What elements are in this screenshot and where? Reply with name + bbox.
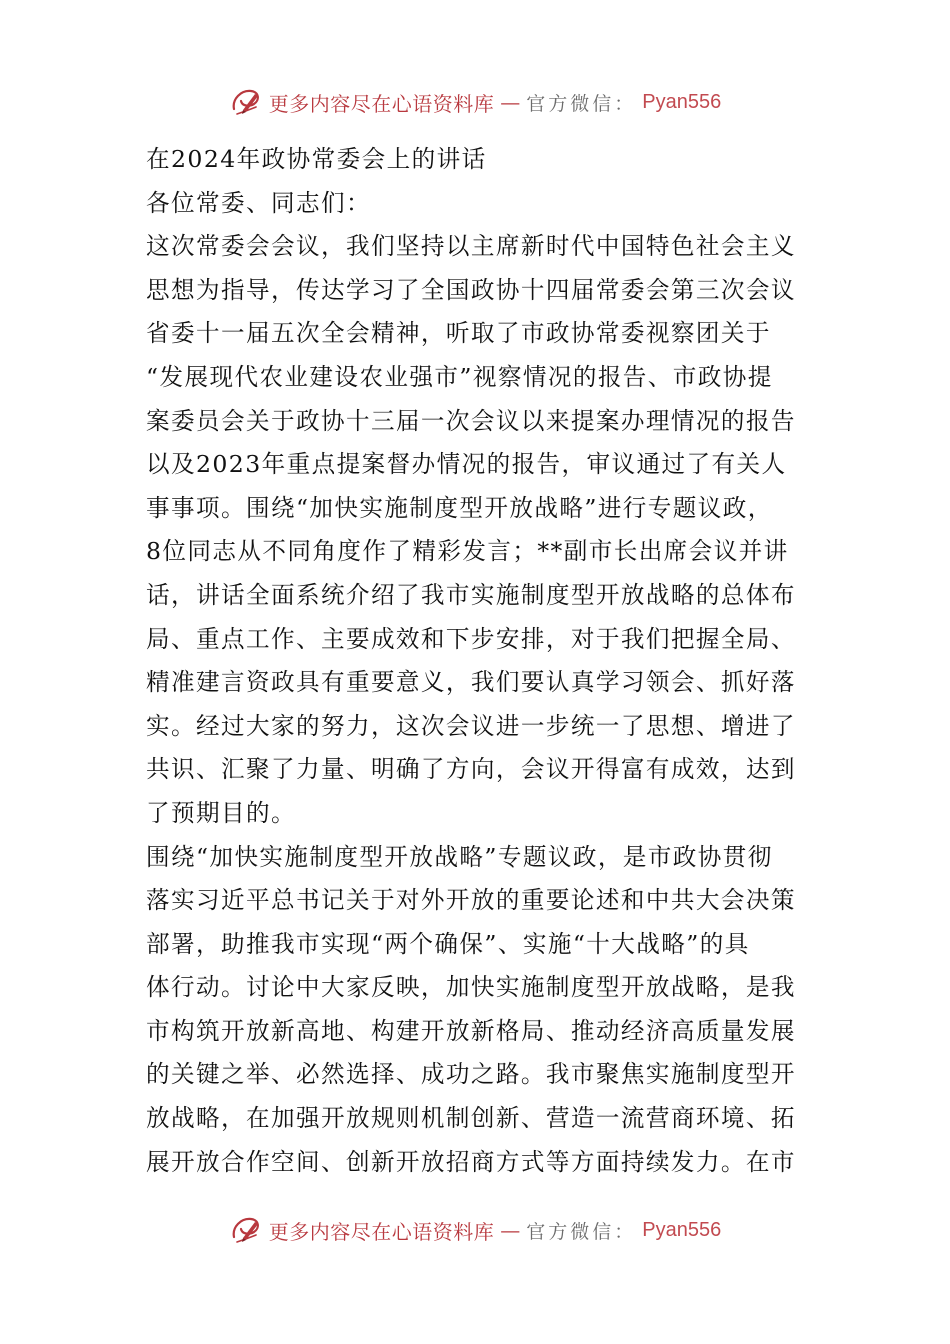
text-line: 市构筑开放新高地、构建开放新格局、推动经济高质量发展 [146,1016,796,1045]
text-line: 8位同志从不同角度作了精彩发言；**副市长出席会议并讲 [146,537,789,566]
text-line: 的关键之举、必然选择、成功之路。我市聚焦实施制度型开 [146,1060,796,1089]
text-line: 案委员会关于政协十三届一次会议以来提案办理情况的报告 [146,406,796,435]
text-line: 思想为指导，传达学习了全国政协十四届常委会第三次会议 [146,275,796,304]
text-line: 展开放合作空间、创新开放招商方式等方面持续发力。在市 [146,1147,796,1176]
text-line: 实。经过大家的努力，这次会议进一步统一了思想、增进了 [146,711,796,740]
salutation: 各位常委、同志们： [146,188,371,217]
text-line: 共识、汇聚了力量、明确了方向，会议开得富有成效，达到 [146,755,796,784]
text-line: 精准建言资政具有重要意义，我们要认真学习领会、抓好落 [146,668,796,697]
text-line: 局、重点工作、主要成效和下步安排，对于我们把握全局、 [146,624,796,653]
header-watermark [0,82,950,122]
text-line: 话，讲话全面系统介绍了我市实施制度型开放战略的总体布 [146,580,796,609]
watermark-brand-text: 更多内容尽在心语资料库 [268,1219,495,1244]
text-line: 放战略，在加强开放规则机制创新、营造一流营商环境、拓 [146,1104,796,1133]
text-line: 了预期目的。 [146,798,296,827]
text-line: 以及2023年重点提案督办情况的报告，审议通过了有关人 [146,450,787,479]
text-line: 部署，助推我市实现“两个确保”、实施“十大战略”的具 [146,929,750,958]
text-line: 体行动。讨论中大家反映，加快实施制度型开放战略，是我 [146,973,796,1002]
text-line: 这次常委会会议，我们坚持以主席新时代中国特色社会主义 [146,232,796,261]
watermark-dash: — [500,90,521,114]
text-line: “发展现代农业建设农业强市”视察情况的报告、市政协提 [146,362,773,391]
footer-watermark [0,1210,950,1250]
watermark-wechat-id: Pyan556 [642,1218,722,1241]
document-title: 在2024年政协常委会上的讲话 [146,145,487,173]
watermark-wechat-id: Pyan556 [642,90,722,113]
watermark-dash: — [500,1218,521,1242]
text-line: 省委十一届五次全会精神，听取了市政协常委视察团关于 [146,319,771,348]
text-line: 围绕“加快实施制度型开放战略”专题议政，是市政协贯彻 [146,842,773,871]
watermark-official-label: 官方微信： [526,92,637,115]
pen-swirl-logo-icon [229,85,263,119]
text-line: 落实习近平总书记关于对外开放的重要论述和中共大会决策 [146,886,796,915]
document-body [146,138,808,1184]
text-line: 事事项。围绕“加快实施制度型开放战略”进行专题议政， [146,493,773,522]
watermark-brand-text: 更多内容尽在心语资料库 [268,91,495,116]
pen-swirl-logo-icon [229,1213,263,1247]
watermark-official-label: 官方微信： [526,1220,637,1243]
